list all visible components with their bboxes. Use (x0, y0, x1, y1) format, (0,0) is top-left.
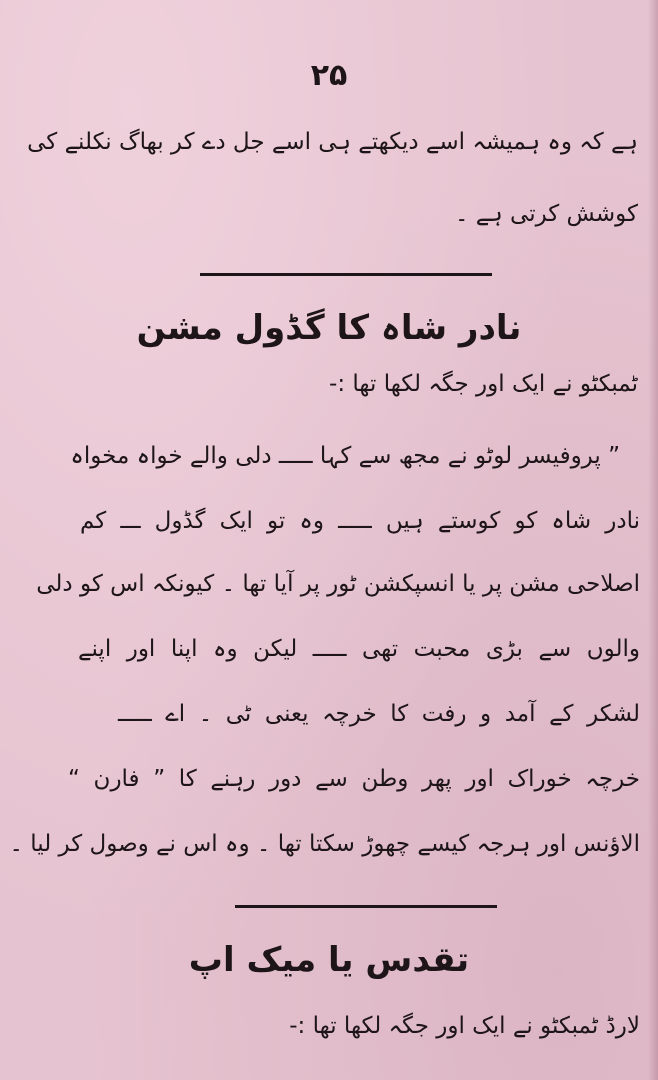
page-number: ۲۵ (310, 58, 348, 93)
paragraph-line: اصلاحی مشن پر یا انسپکشن ٹور پر آیا تھا ۔ کیونکہ اس کو دلی (36, 571, 640, 597)
section-divider (235, 905, 497, 908)
page-edge-shadow (648, 0, 658, 1080)
paragraph-line: والوں سے بڑی محبت تھی ـــــ لیکن وہ اپنا اور اپنے (78, 636, 640, 662)
paragraph-line: ہے کہ وہ ہمیشہ اسے دیکھتے ہی اسے جل دے کر بھاگ نکلنے کی (27, 129, 638, 155)
section-heading: تقدس یا میک اپ (188, 940, 470, 980)
paragraph-line: نادر شاہ کو کوستے ہیں ـــــ وہ تو ایک گڈول ـــ کم (80, 508, 640, 534)
paragraph-line: الاؤنس اور ہرجہ کیسے چھوڑ سکتا تھا ۔ وہ اس نے وصول کر لیا ۔ (9, 831, 640, 857)
section-heading: نادر شاہ کا گڈول مشن (136, 308, 522, 348)
section-divider (200, 273, 492, 276)
paragraph-line: ٹمبکٹو نے ایک اور جگہ لکھا تھا :- (329, 371, 638, 397)
paragraph-line: لارڈ ٹمبکٹو نے ایک اور جگہ لکھا تھا :- (289, 1013, 640, 1039)
paragraph-line: خرچہ خوراک اور پھر وطن سے دور رہنے کا ” فارن “ (68, 766, 640, 792)
paragraph-line: لشکر کے آمد و رفت کا خرچہ یعنی ٹی ۔ اے ـــــ (118, 701, 640, 727)
paragraph-line: کوشش کرتی ہے ۔ (454, 201, 638, 227)
paragraph-line: ” پروفیسر لوٹو نے مجھ سے کہا ـــــ دلی والے خواہ مخواہ (70, 443, 620, 469)
